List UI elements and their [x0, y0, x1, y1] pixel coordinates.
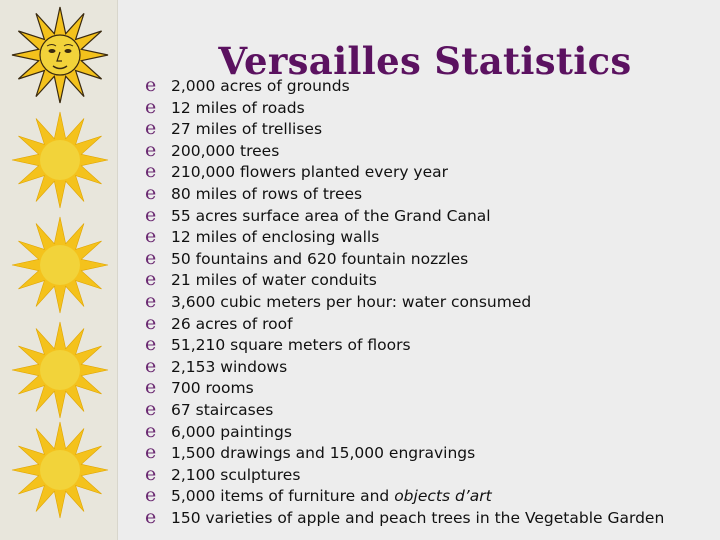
sun-icon — [10, 420, 110, 520]
bullet-icon: e — [145, 376, 157, 399]
bullet-icon: e — [145, 397, 157, 420]
list-item — [145, 464, 664, 486]
list-item — [145, 399, 664, 421]
list-item-text: 700 rooms — [171, 379, 254, 398]
bullet-icon: e — [145, 289, 157, 312]
list-item — [145, 205, 664, 227]
list-item — [145, 442, 664, 464]
sun-face-icon — [10, 5, 110, 105]
list-item — [145, 161, 664, 183]
list-item — [145, 118, 664, 140]
list-item — [145, 507, 664, 529]
list-item-text: 27 miles of trellises — [171, 120, 323, 139]
list-item-text: 1,500 drawings and 15,000 engravings — [171, 444, 476, 463]
statistics-list — [145, 75, 664, 528]
side-decoration-strip — [0, 0, 118, 540]
bullet-icon: e — [145, 138, 157, 161]
list-item-text: 51,210 square meters of floors — [171, 336, 411, 355]
list-item-text: 2,000 acres of grounds — [171, 77, 350, 95]
list-item-text: 12 miles of roads — [171, 98, 305, 117]
bullet-icon: e — [145, 246, 157, 269]
list-item-text: 21 miles of water conduits — [171, 271, 377, 290]
list-item-text: 2,153 windows — [171, 357, 288, 376]
list-item — [145, 183, 664, 205]
list-item — [145, 356, 664, 378]
list-item-text: 200,000 trees — [171, 141, 280, 160]
list-item — [145, 485, 664, 507]
list-item-text: 12 miles of enclosing walls — [171, 228, 380, 247]
list-item-emphasis: objects d’art — [394, 487, 492, 506]
bullet-icon: e — [145, 311, 157, 334]
bullet-icon: e — [145, 203, 157, 226]
list-item-text: 26 acres of roof — [171, 314, 293, 333]
bullet-icon: e — [145, 268, 157, 291]
bullet-icon: e — [145, 74, 157, 96]
bullet-icon: e — [145, 117, 157, 140]
list-item-text: 5,000 items of furniture and — [171, 487, 395, 506]
bullet-icon: e — [145, 419, 157, 442]
bullet-icon: e — [145, 462, 157, 485]
list-item-text: 80 miles of rows of trees — [171, 184, 363, 203]
list-item — [145, 248, 664, 270]
bullet-icon: e — [145, 505, 157, 528]
list-item — [145, 75, 664, 97]
bullet-icon: e — [145, 441, 157, 464]
bullet-icon: e — [145, 354, 157, 377]
bullet-icon: e — [145, 225, 157, 248]
list-item-text: 55 acres surface area of the Grand Canal — [171, 206, 491, 225]
list-item — [145, 334, 664, 356]
list-item-text: 6,000 paintings — [171, 422, 292, 441]
list-item-text: 210,000 flowers planted every year — [171, 163, 449, 182]
list-item-text: 2,100 sculptures — [171, 465, 301, 484]
list-item — [145, 97, 664, 119]
sun-icon — [10, 110, 110, 210]
list-item — [145, 377, 664, 399]
list-item-text: 3,600 cubic meters per hour: water consumed — [171, 292, 532, 311]
sun-icon — [10, 215, 110, 315]
bullet-icon: e — [145, 95, 157, 118]
list-item-text: 50 fountains and 620 fountain nozzles — [171, 249, 469, 268]
bullet-icon: e — [145, 181, 157, 204]
list-item-text: 67 staircases — [171, 400, 274, 419]
list-item — [145, 269, 664, 291]
list-item — [145, 421, 664, 443]
bullet-icon: e — [145, 484, 157, 507]
bullet-icon: e — [145, 333, 157, 356]
slide-title: Versailles Statistics — [218, 38, 632, 83]
list-item — [145, 291, 664, 313]
bullet-icon: e — [145, 160, 157, 183]
list-item — [145, 226, 664, 248]
list-item — [145, 140, 664, 162]
list-item — [145, 313, 664, 335]
sun-icon — [10, 320, 110, 420]
list-item-text: 150 varieties of apple and peach trees in the Vegetable Garden — [171, 508, 665, 527]
